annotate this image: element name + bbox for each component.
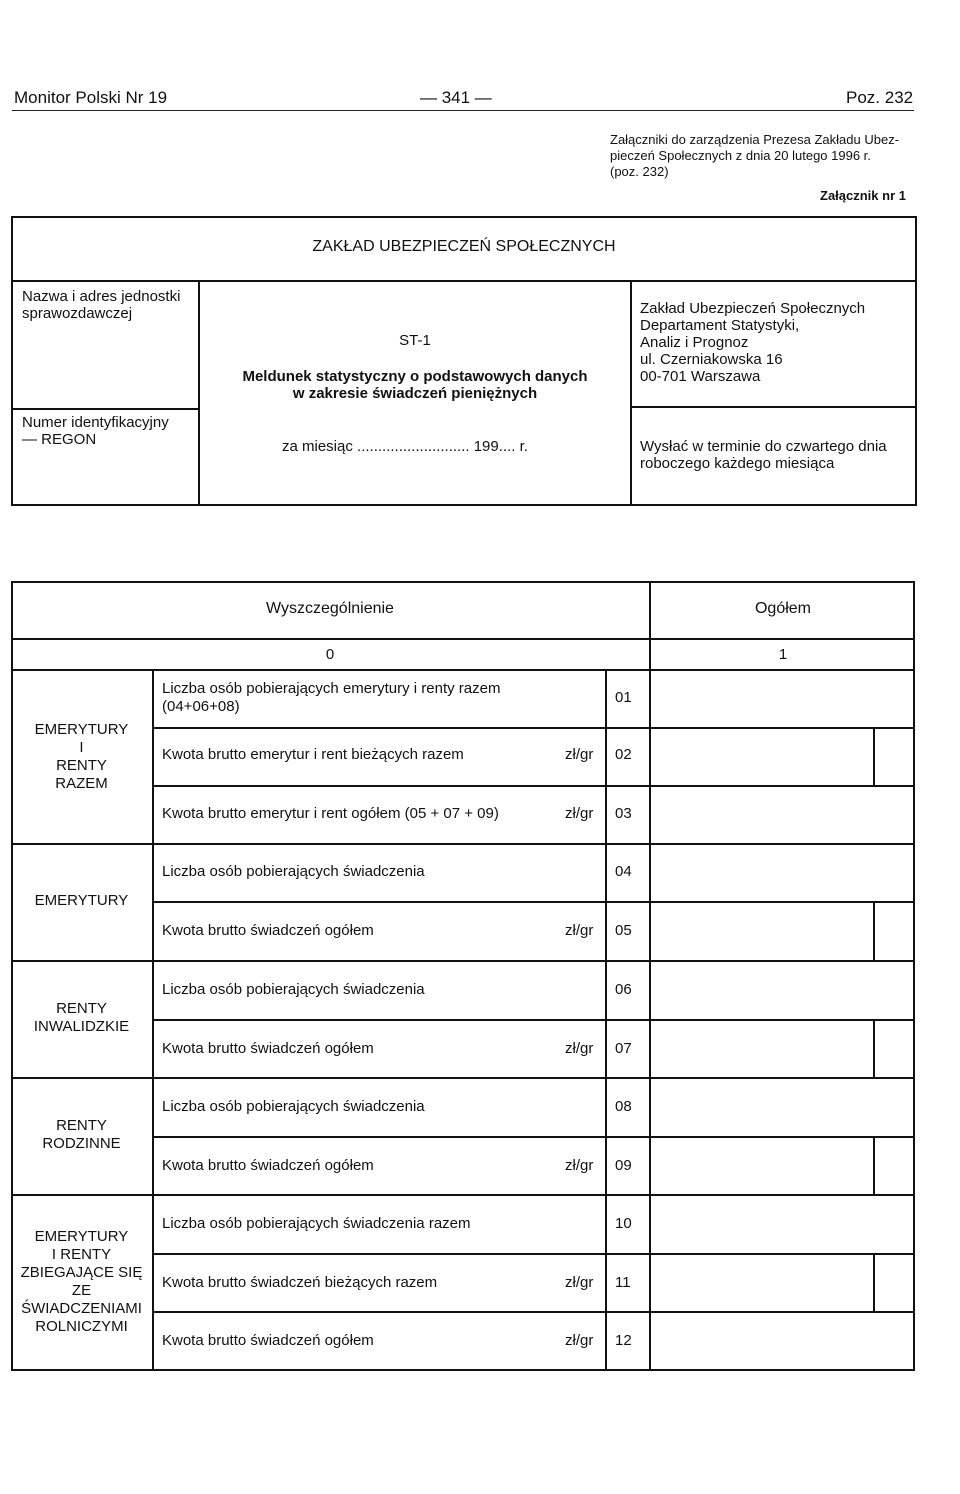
total-value-cell[interactable]: [651, 903, 873, 960]
regon-line: — REGON: [22, 431, 97, 448]
grosze-divider: [873, 901, 875, 960]
deadline-note: [640, 438, 887, 472]
recipient-line: 00-701 Warszawa: [640, 368, 761, 385]
unit-name-line: Nazwa i adres jednostki: [22, 288, 181, 305]
row-unit: zł/gr: [565, 1274, 594, 1291]
row-description: Kwota brutto emerytur i rent ogółem (05 + 07 + 09): [162, 805, 499, 822]
group-label-line: RENTY: [56, 1117, 107, 1134]
total-value-cell[interactable]: [651, 1196, 913, 1253]
page-number: — 341 —: [420, 88, 492, 107]
col-number-1: 1: [778, 646, 788, 663]
row-code: 03: [615, 805, 632, 822]
grosze-divider: [873, 1253, 875, 1311]
group-label-line: RENTY: [56, 1000, 107, 1017]
col-header-spec: Wyszczególnienie: [266, 600, 394, 617]
row-description: Liczba osób pobierających świadczenia razem: [162, 1215, 471, 1232]
row-code: 05: [615, 922, 632, 939]
row-description: [162, 680, 500, 716]
attachment-note: [610, 132, 920, 180]
divider: [630, 280, 632, 506]
group-label-disability: [11, 1000, 152, 1036]
form-title-line: Meldunek statystyczny o podstawowych danych: [242, 368, 588, 385]
group-label-family: [11, 1117, 152, 1153]
row-code: 02: [615, 746, 632, 763]
group-label-line: RAZEM: [55, 775, 108, 792]
publication-title: Monitor Polski Nr 19: [14, 88, 168, 107]
row-description: Liczba osób pobierających świadczenia: [162, 1098, 425, 1115]
group-label-pensions: [11, 892, 152, 909]
row-description: Kwota brutto świadczeń ogółem: [162, 1332, 374, 1349]
row-code: 10: [615, 1215, 632, 1232]
group-label-concurrent: [11, 1228, 152, 1336]
row-unit: zł/gr: [565, 1040, 594, 1057]
row-description: Kwota brutto świadczeń ogółem: [162, 1157, 374, 1174]
total-value-cell[interactable]: [651, 729, 873, 785]
row-code: 06: [615, 981, 632, 998]
row-description: Liczba osób pobierających świadczenia: [162, 981, 425, 998]
group-label-line: RODZINNE: [42, 1135, 121, 1152]
attachment-note-line: (poz. 232): [610, 164, 669, 179]
recipient-line: ul. Czerniakowska 16: [640, 351, 783, 368]
row-description: Kwota brutto świadczeń ogółem: [162, 922, 374, 939]
group-label-line: I: [79, 739, 84, 756]
recipient-line: Departament Statystyki,: [640, 317, 800, 334]
total-value-cell[interactable]: [651, 787, 913, 843]
group-label-line: I RENTY: [51, 1246, 112, 1263]
divider: [630, 406, 917, 408]
header-rule: [12, 110, 914, 111]
attachment-note-line: Załączniki do zarządzenia Prezesa Zakładu Ubez-: [610, 132, 900, 147]
group-label-line: EMERYTURY: [34, 1228, 129, 1245]
row-code: 01: [615, 689, 632, 706]
row-code: 11: [615, 1274, 631, 1291]
group-label-line: ROLNICZYMI: [35, 1318, 128, 1335]
group-label-line: EMERYTURY: [34, 892, 129, 909]
unit-name-line: sprawozdawczej: [22, 305, 133, 322]
total-value-cell[interactable]: [651, 1021, 873, 1077]
row-unit: zł/gr: [565, 1332, 594, 1349]
institution-name: ZAKŁAD UBEZPIECZEŃ SPOŁECZNYCH: [312, 238, 616, 255]
row-description-line: (04+06+08): [162, 698, 240, 715]
grosze-divider: [873, 1136, 875, 1194]
attachment-label: Załącznik nr 1: [820, 188, 906, 203]
form-title-line: w zakresie świadczeń pieniężnych: [292, 385, 538, 402]
row-code: 08: [615, 1098, 632, 1115]
total-value-cell[interactable]: [651, 1313, 913, 1369]
row-description: Kwota brutto emerytur i rent bieżących razem: [162, 746, 464, 763]
row-code: 09: [615, 1157, 632, 1174]
total-value-cell[interactable]: [651, 1079, 913, 1136]
group-label-line: EMERYTURY: [34, 721, 129, 738]
row-description: Liczba osób pobierających świadczenia: [162, 863, 425, 880]
group-label-line: ZBIEGAJĄCE SIĘ: [20, 1264, 143, 1281]
unit-name-label: [22, 288, 180, 322]
total-value-cell[interactable]: [651, 1138, 873, 1194]
divider: [11, 638, 915, 640]
group-label-line: RENTY: [56, 757, 107, 774]
total-value-cell[interactable]: [651, 845, 913, 901]
row-code: 07: [615, 1040, 632, 1057]
grosze-divider: [873, 1019, 875, 1077]
reporting-period: za miesiąc ........................... 199.... r.: [282, 438, 528, 455]
grosze-divider: [873, 727, 875, 785]
regon-line: Numer identyfikacyjny: [22, 414, 169, 431]
recipient-line: Analiz i Prognoz: [640, 334, 749, 351]
row-unit: zł/gr: [565, 1157, 594, 1174]
row-unit: zł/gr: [565, 746, 594, 763]
row-description: Kwota brutto świadczeń ogółem: [162, 1040, 374, 1057]
group-label-pensions-total: [11, 721, 152, 793]
recipient-address: [640, 300, 865, 385]
regon-label: [22, 414, 169, 448]
divider: [11, 280, 917, 282]
total-value-cell[interactable]: [651, 671, 913, 727]
total-value-cell[interactable]: [651, 1255, 873, 1311]
deadline-line: Wysłać w terminie do czwartego dnia: [640, 438, 887, 455]
recipient-line: Zakład Ubezpieczeń Społecznych: [640, 300, 866, 317]
total-value-cell[interactable]: [651, 962, 913, 1019]
group-label-line: ZE: [71, 1282, 92, 1299]
row-code: 04: [615, 863, 632, 880]
divider: [11, 408, 200, 410]
row-description-line: Liczba osób pobierających emerytury i renty razem: [162, 680, 501, 697]
form-title: [200, 368, 630, 402]
row-unit: zł/gr: [565, 805, 594, 822]
col-header-total: Ogółem: [754, 600, 812, 617]
col-number-0: 0: [325, 646, 335, 663]
row-code: 12: [615, 1332, 632, 1349]
group-label-line: INWALIDZKIE: [33, 1018, 130, 1035]
row-description: Kwota brutto świadczeń bieżących razem: [162, 1274, 438, 1291]
form-code: ST-1: [399, 332, 431, 349]
group-label-line: ŚWIADCZENIAMI: [21, 1300, 142, 1317]
deadline-line: roboczego każdego miesiąca: [640, 455, 835, 472]
attachment-note-line: pieczeń Społecznych z dnia 20 lutego 1996 r.: [610, 148, 871, 163]
position-number: Poz. 232: [846, 88, 914, 107]
row-unit: zł/gr: [565, 922, 594, 939]
